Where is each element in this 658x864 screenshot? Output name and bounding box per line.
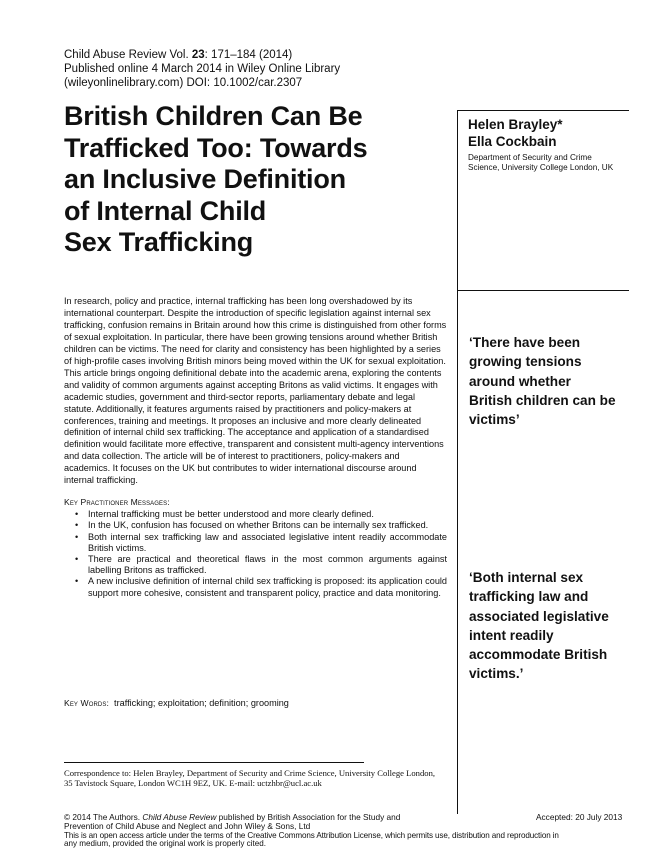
quote-line: around whether — [469, 373, 571, 389]
journal-name: Child Abuse Review Vol. — [64, 49, 192, 61]
doi-line: (wileyonlinelibrary.com) DOI: 10.1002/car.2307 — [64, 77, 303, 89]
abstract-text: In research, policy and practice, internal trafficking has been long overshadowed by its international counterpart. Despite the introduction of specific legislation against internal sex trafficking, confusion remains in Britain around how this crime is distinguished from other forms of sexual exploitation. In particular, there have been growing tensions around whether British children can be victims. The need for clarity and consistency has been highlighted by a series of high-profile cases involving British minors being moved within the UK for sexual exploitation. This article brings ongoing definitional debate into the academic arena, exploring the contents and validity of common arguments against accepting Britons as valid victims. It engages with academic studies, government and third-sector reports, parliamentary debate and legal statute. Additionally, it features arguments raised by practitioners and policy-makers at conferences, training and meetings. It proposes an inclusive and more clearly delineated definition of internal child sex trafficking. The acceptance and application of a standardised definition would facilitate more effective, transparent and consistent multi-agency interventions and data collection. The article will be of interest to practitioners, policy-makers and academics. It focuses on the UK but contributes to wider international discourse around internal trafficking. — [64, 296, 447, 486]
license-line: any medium, provided the original work is properly cited. — [64, 839, 266, 848]
correspondence-line: 35 Tavistock Square, London WC1H 9EZ, UK. E-mail: uctzhbr@ucl.ac.uk — [64, 778, 322, 789]
published-line: Published online 4 March 2014 in Wiley Online Library — [64, 63, 341, 75]
quote-line: intent readily — [469, 627, 554, 643]
sidebar-rule — [457, 290, 629, 291]
license-line: This is an open access article under the terms of the Creative Commons Attribution License, which permits use, distribution and reproduction in — [64, 831, 559, 840]
list-item — [64, 554, 447, 576]
title-line: British Children Can Be — [64, 101, 363, 131]
quote-line: growing tensions — [469, 354, 582, 370]
keywords — [64, 698, 289, 708]
quote-line: British children can be — [469, 392, 616, 408]
affiliation-line: Department of Security and Crime — [468, 153, 592, 162]
list-item — [64, 520, 447, 531]
copyright-prefix: © 2014 The Authors. — [64, 812, 143, 822]
sidebar-vertical-rule — [457, 110, 458, 290]
quote-line: accommodate British — [469, 647, 608, 663]
author-name: Ella Cockbain — [468, 134, 557, 149]
title-line: an Inclusive Definition — [64, 164, 346, 194]
list-item-text: A new inclusive definition of internal child sex trafficking is proposed: its application could support more cohesive, consistent and transparent policy, practice and data monitoring. — [88, 576, 447, 598]
copyright-suffix: published by British Association for the Study and — [216, 812, 401, 822]
practitioner-messages-list — [64, 509, 447, 599]
quote-line: ‘There have been — [469, 335, 581, 350]
list-item-text: In the UK, confusion has focused on whether Britons can be internally sex trafficked. — [88, 520, 429, 531]
copyright-journal: Child Abuse Review — [142, 812, 217, 822]
correspondence-line: Correspondence to: Helen Brayley, Department of Security and Crime Science, University College London, — [64, 768, 436, 778]
quote-line: trafficking law and — [469, 589, 589, 605]
footnote-rule — [64, 762, 364, 763]
pull-quote — [469, 568, 609, 684]
list-item — [64, 532, 447, 554]
quote-line: victims.’ — [469, 666, 524, 682]
journal-volume: 23 — [191, 49, 205, 61]
quote-line: associated legislative — [469, 608, 609, 624]
sidebar-top-rule — [457, 110, 629, 111]
correspondence — [64, 768, 464, 789]
bullet-icon: • — [75, 576, 79, 587]
accepted-date: Accepted: 20 July 2013 — [536, 812, 623, 822]
bullet-icon: • — [75, 531, 79, 542]
sidebar-vertical-rule — [457, 290, 458, 814]
list-item-text: Internal trafficking must be better understood and more clearly defined. — [88, 509, 374, 520]
journal-pages: : 171–184 (2014) — [204, 49, 293, 61]
author-name: Helen Brayley* — [468, 117, 563, 132]
title-line: Sex Trafficking — [64, 227, 254, 257]
title-line: Trafficked Too: Towards — [64, 132, 368, 163]
quote-line: ‘Both internal sex — [469, 570, 584, 585]
affiliation — [468, 153, 613, 173]
article-title — [64, 101, 444, 259]
abstract — [64, 296, 447, 599]
bullet-icon: • — [75, 554, 79, 565]
bullet-icon: • — [75, 509, 79, 520]
affiliation-line: Science, University College London, UK — [468, 163, 614, 172]
keywords-text: trafficking; exploitation; definition; grooming — [114, 698, 289, 708]
pull-quote — [469, 333, 616, 429]
list-item-text: Both internal sex trafficking law and associated legislative intent readily accommodate British victims. — [88, 531, 447, 553]
list-item-text: There are practical and theoretical flaws in the most common arguments against labelling Britons as trafficked. — [88, 554, 447, 576]
journal-citation — [64, 48, 292, 62]
list-item — [64, 509, 447, 520]
title-line: of Internal Child — [64, 195, 267, 226]
copyright-line-2: Prevention of Child Abuse and Neglect and John Wiley & Sons, Ltd — [64, 821, 311, 831]
keywords-label: Key Words: — [64, 698, 109, 708]
list-item — [64, 576, 447, 598]
quote-line: victims’ — [469, 412, 520, 428]
practitioner-messages-heading: Key Practitioner Messages: — [64, 497, 170, 508]
bullet-icon: • — [75, 520, 79, 531]
